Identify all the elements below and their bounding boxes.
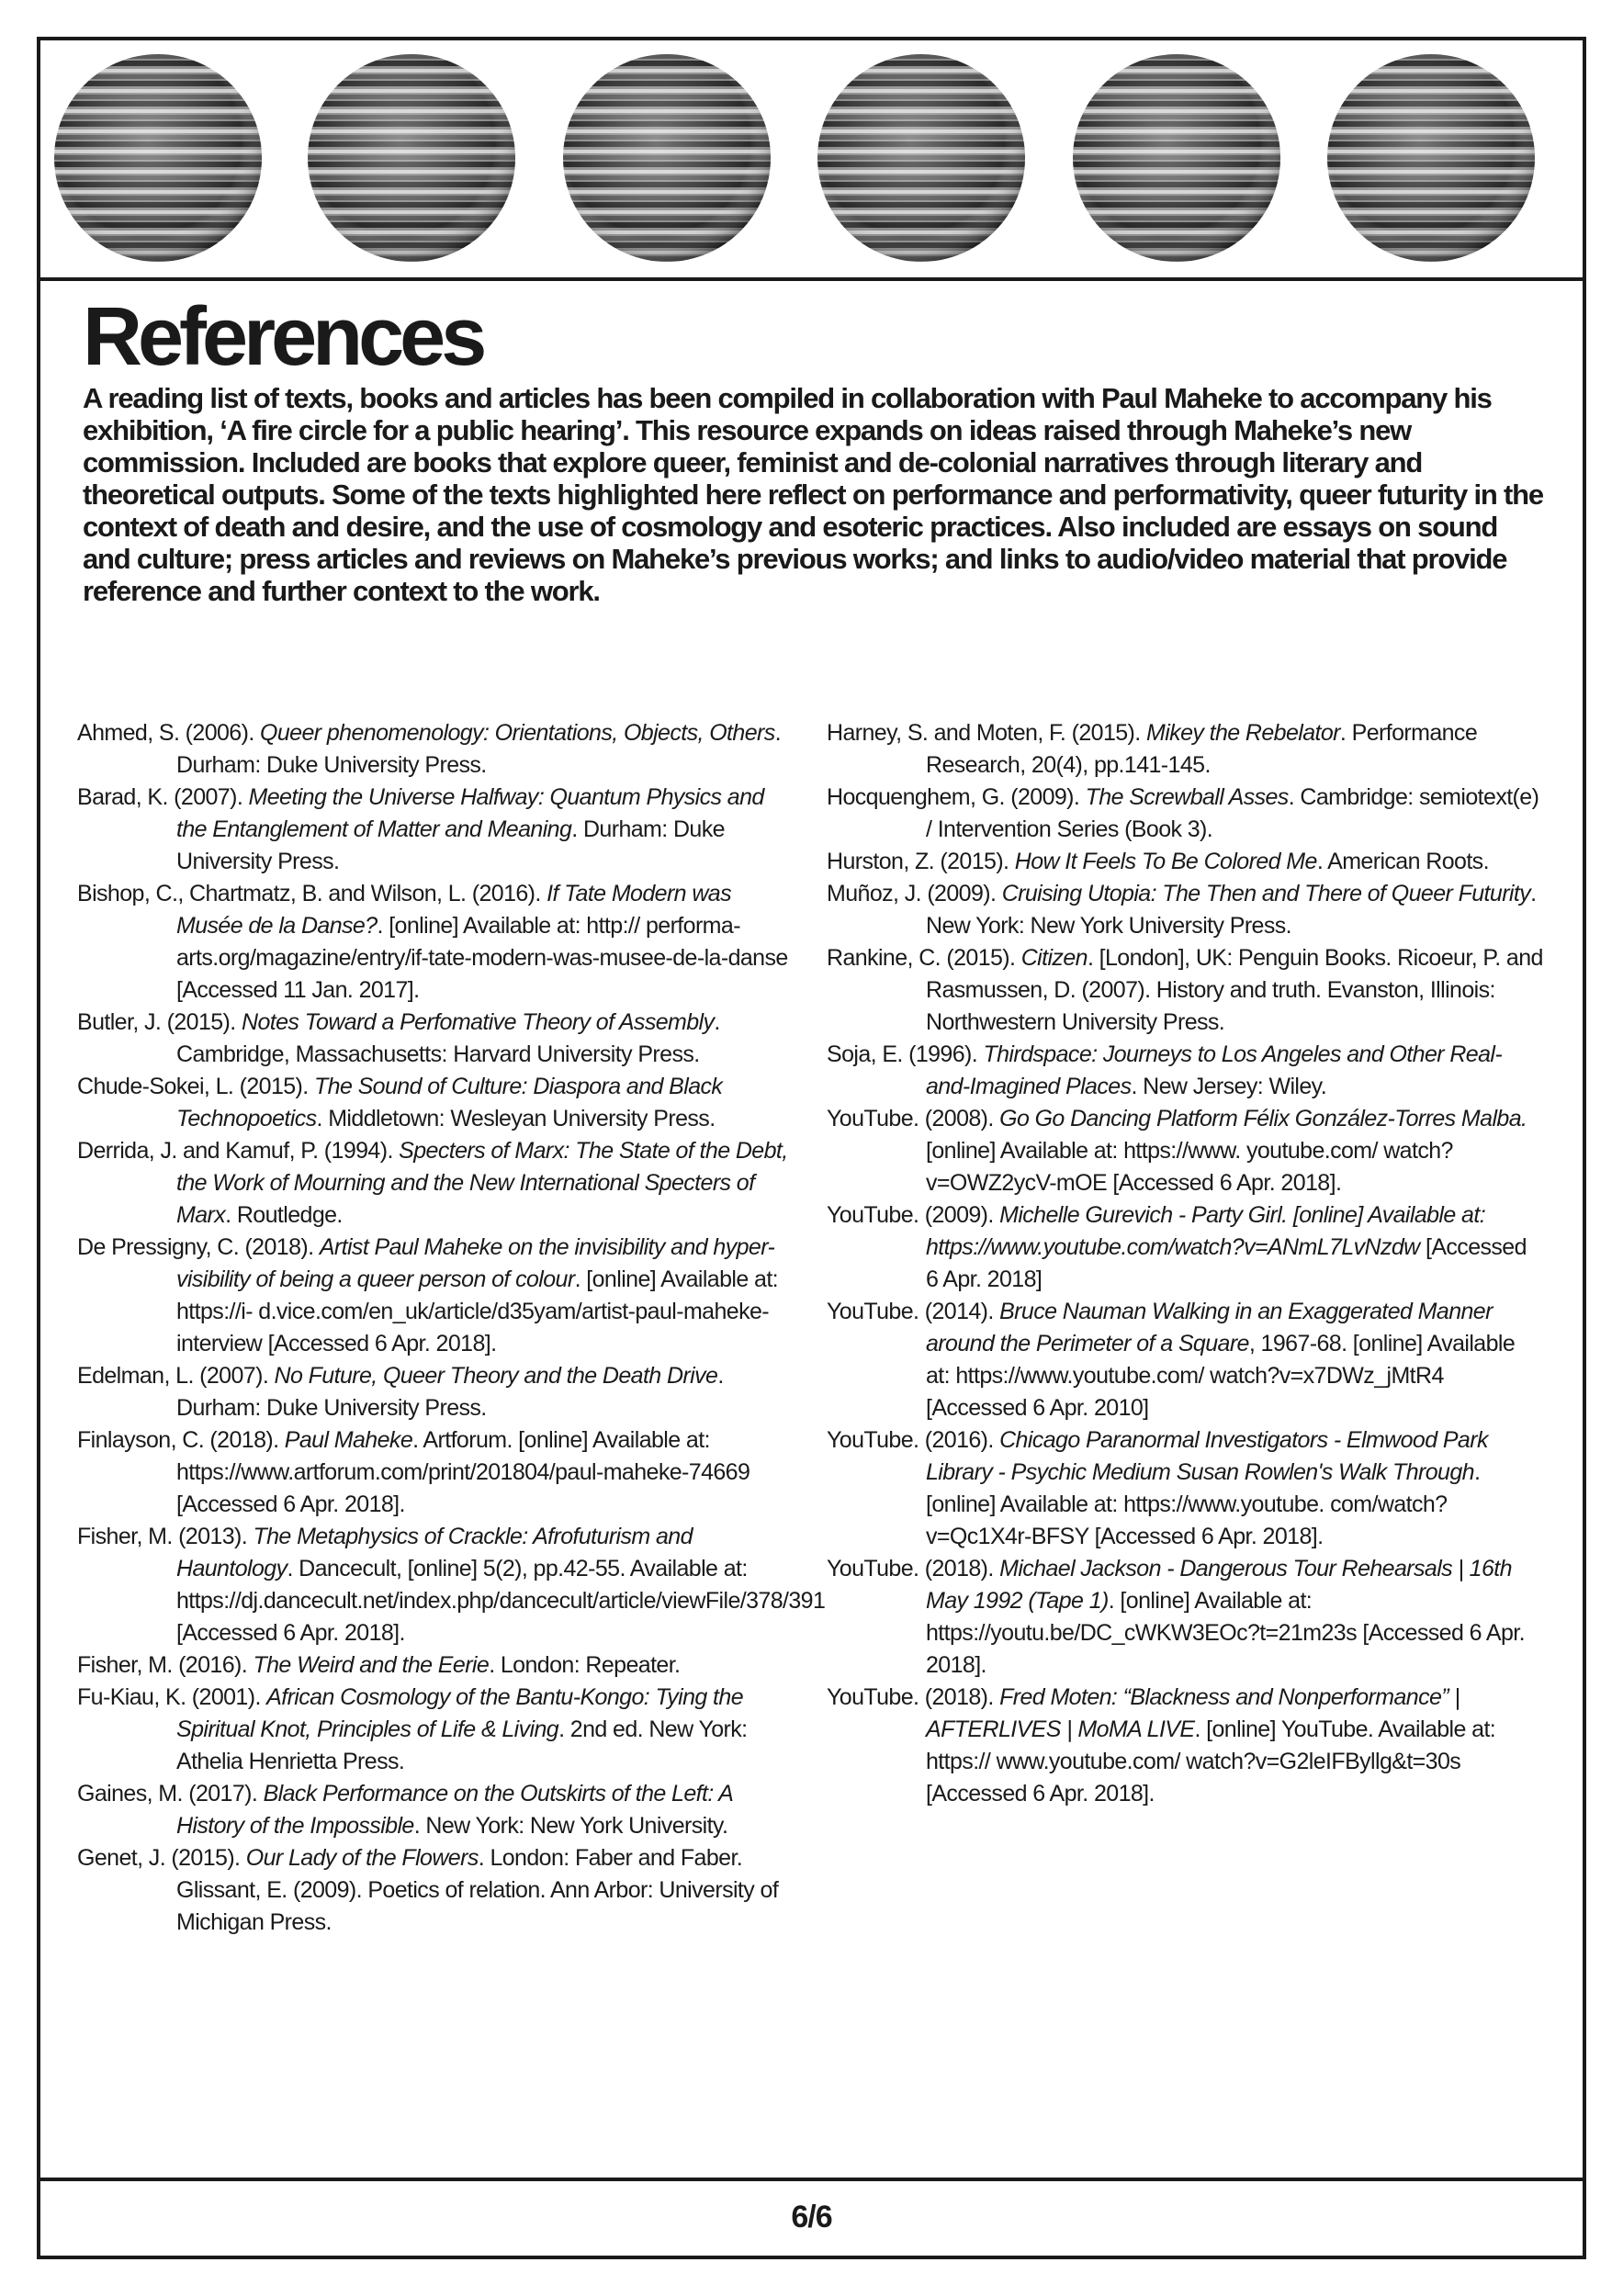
references-left-column bbox=[77, 717, 826, 1939]
reference-title: Black Performance on the Outskirts of the Left: A History of the Impossible bbox=[176, 1781, 733, 1839]
reference-title: The Weird and the Eerie bbox=[253, 1652, 490, 1678]
reference-pre: Edelman, L. (2007). bbox=[77, 1363, 275, 1389]
reference-post: . New York: New York University Press. bbox=[926, 881, 1537, 939]
reference-entry bbox=[827, 1424, 1543, 1553]
reference-entry bbox=[827, 1103, 1543, 1199]
reference-post: . London: Faber and Faber. Glissant, E. (2009). Poetics of relation. Ann Arbor: University of Michigan Press. bbox=[176, 1845, 779, 1935]
reference-title: Our Lady of the Flowers bbox=[245, 1845, 479, 1871]
references-right-column bbox=[827, 717, 1543, 1810]
reference-entry bbox=[77, 717, 794, 782]
reference-entry bbox=[77, 1360, 794, 1424]
reference-title: Meeting the Universe Halfway: Quantum Physics and the Entanglement of Matter and Meaning bbox=[176, 784, 764, 842]
reference-entry bbox=[827, 878, 1543, 942]
reference-pre: Fisher, M. (2016). bbox=[77, 1652, 254, 1678]
reference-post: . Durham: Duke University Press. bbox=[176, 1363, 724, 1421]
reference-post: . Cambridge, Massachusetts: Harvard University Press. bbox=[176, 1009, 720, 1067]
page-number: 6/6 bbox=[791, 2200, 832, 2234]
planet-icon bbox=[817, 54, 1025, 262]
reference-title: The Screwball Asses bbox=[1085, 784, 1289, 810]
reference-pre: Butler, J. (2015). bbox=[77, 1009, 242, 1035]
reference-post: . [London], UK: Penguin Books. Ricoeur, P. and Rasmussen, D. (2007). History and truth. Evanston, Illinois: Northwestern University Press. bbox=[926, 945, 1543, 1035]
planet-icon bbox=[54, 54, 262, 262]
reference-title: African Cosmology of the Bantu-Kongo: Tying the Spiritual Knot, Principles of Life & Living bbox=[176, 1684, 744, 1742]
reference-entry bbox=[827, 846, 1543, 878]
reference-entry bbox=[827, 942, 1543, 1039]
reference-pre: Hurston, Z. (2015). bbox=[827, 849, 1015, 874]
reference-entry bbox=[77, 782, 794, 878]
reference-pre: Bishop, C., Chartmatz, B. and Wilson, L. (2016). bbox=[77, 881, 547, 906]
reference-pre: YouTube. (2008). bbox=[827, 1106, 1000, 1131]
reference-entry bbox=[77, 1842, 794, 1939]
reference-entry bbox=[77, 1778, 794, 1842]
reference-post: . [online] Available at: http:// performa-arts.org/magazine/entry/if-tate-modern-was-musee-de-la-danse [Accessed 11 Jan. 2017]. bbox=[176, 913, 788, 1003]
reference-entry bbox=[77, 1007, 794, 1071]
page-footer bbox=[40, 2178, 1583, 2256]
reference-entry bbox=[827, 717, 1543, 782]
reference-post: [online] Available at: https://www. youtube.com/ watch?v=OWZ2ycV-mOE [Accessed 6 Apr. 2018]. bbox=[926, 1138, 1453, 1196]
reference-post: . London: Repeater. bbox=[489, 1652, 681, 1678]
reference-post: . [online] Available at: https://i- d.vice.com/en_uk/article/d35yam/artist-paul-maheke-interview [Accessed 6 Apr. 2018]. bbox=[176, 1266, 779, 1356]
reference-post: . Artforum. [online] Available at: https://www.artforum.com/print/201804/paul-maheke-74669 [Accessed 6 Apr. 2018]. bbox=[176, 1427, 750, 1517]
reference-post: . [online] Available at: https://www.youtube. com/watch?v=Qc1X4r-BFSY [Accessed 6 Apr. 2018]. bbox=[926, 1459, 1481, 1549]
reference-post: . American Roots. bbox=[1316, 849, 1489, 874]
reference-pre: Fisher, M. (2013). bbox=[77, 1524, 254, 1549]
reference-title: No Future, Queer Theory and the Death Drive bbox=[274, 1363, 718, 1389]
intro-paragraph: A reading list of texts, books and articles has been compiled in collaboration with Paul Maheke to accompany his exhibition, ‘A fire circle for a public hearing’. This resource expands on ideas raised through Maheke’s new commission. Included are books that explore queer, feminist and de-colonial narratives through literary and theoretical outputs. Some of the texts highlighted here reflect on performance and performativity, queer futurity in the context of death and desire, and the use of cosmology and esoteric practices. Also included are essays on sound and culture; press articles and reviews on Maheke’s previous works; and links to audio/video material that provide reference and further context to the work. bbox=[83, 382, 1543, 607]
reference-entry bbox=[77, 1424, 794, 1521]
reference-title: Fred Moten: “Blackness and Nonperformance” | AFTERLIVES | MoMA LIVE bbox=[926, 1684, 1460, 1742]
reference-title: Notes Toward a Perfomative Theory of Assembly bbox=[241, 1009, 715, 1035]
reference-entry bbox=[827, 782, 1543, 846]
reference-title: How It Feels To Be Colored Me bbox=[1014, 849, 1317, 874]
reference-pre: YouTube. (2009). bbox=[827, 1202, 1000, 1228]
reference-post: . 2nd ed. New York: Athelia Henrietta Press. bbox=[176, 1716, 748, 1774]
reference-post: . Durham: Duke University Press. bbox=[176, 816, 725, 874]
reference-entry bbox=[77, 878, 794, 1007]
reference-post: . New York: New York University. bbox=[413, 1813, 728, 1839]
reference-entry bbox=[77, 1682, 794, 1778]
planet-icon bbox=[563, 54, 771, 262]
reference-entry bbox=[77, 1071, 794, 1135]
reference-post: . [online] YouTube. Available at: https:// www.youtube.com/ watch?v=G2leIFByllg&t=30s [Accessed 6 Apr. 2018]. bbox=[926, 1716, 1496, 1806]
reference-title: Mikey the Rebelator bbox=[1145, 720, 1340, 746]
reference-title: Go Go Dancing Platform Félix González-Torres Malba. bbox=[999, 1106, 1527, 1131]
reference-pre: Chude-Sokei, L. (2015). bbox=[77, 1074, 314, 1099]
reference-entry bbox=[77, 1649, 794, 1682]
reference-title: Bruce Nauman Walking in an Exaggerated Manner around the Perimeter of a Square bbox=[926, 1299, 1493, 1356]
page-frame bbox=[37, 37, 1586, 2259]
reference-post: . Middletown: Wesleyan University Press. bbox=[316, 1106, 716, 1131]
reference-pre: Ahmed, S. (2006). bbox=[77, 720, 261, 746]
reference-pre: YouTube. (2018). bbox=[827, 1684, 1000, 1710]
reference-title: The Sound of Culture: Diaspora and Black Technopoetics bbox=[176, 1074, 723, 1131]
reference-entry bbox=[827, 1682, 1543, 1810]
page-title: References bbox=[83, 291, 483, 383]
reference-post: . [online] Available at: https://youtu.be/DC_cWKW3EOc?t=21m23s [Accessed 6 Apr. 2018]. bbox=[926, 1588, 1525, 1678]
reference-title: Chicago Paranormal Investigators - Elmwood Park Library - Psychic Medium Susan Rowlen's Walk Through bbox=[926, 1427, 1488, 1485]
reference-title: Specters of Marx: The State of the Debt, the Work of Mourning and the New International Specters of Marx bbox=[176, 1138, 788, 1228]
reference-pre: Muñoz, J. (2009). bbox=[827, 881, 1002, 906]
reference-title: Paul Maheke bbox=[284, 1427, 413, 1453]
reference-entry bbox=[77, 1135, 794, 1232]
reference-title: Artist Paul Maheke on the invisibility and hyper-visibility of being a queer person of colour bbox=[176, 1234, 775, 1292]
reference-pre: Gaines, M. (2017). bbox=[77, 1781, 264, 1806]
reference-post: . Cambridge: semiotext(e) / Intervention Series (Book 3). bbox=[926, 784, 1539, 842]
reference-post: . Dancecult, [online] 5(2), pp.42-55. Available at: https://dj.dancecult.net/index.php/dancecult/article/viewFile/378/391 [Accessed 6 Apr. 2018]. bbox=[176, 1556, 826, 1646]
planet-icon bbox=[1327, 54, 1535, 262]
reference-entry bbox=[77, 1521, 826, 1649]
reference-post: . Durham: Duke University Press. bbox=[176, 720, 781, 778]
reference-entry bbox=[827, 1039, 1543, 1103]
reference-pre: Barad, K. (2007). bbox=[77, 784, 249, 810]
reference-pre: YouTube. (2018). bbox=[827, 1556, 1000, 1581]
reference-title: Michael Jackson - Dangerous Tour Rehearsals | 16th May 1992 (Tape 1) bbox=[926, 1556, 1512, 1614]
reference-title: Cruising Utopia: The Then and There of Queer Futurity bbox=[1001, 881, 1531, 906]
reference-pre: De Pressigny, C. (2018). bbox=[77, 1234, 320, 1260]
reference-title: The Metaphysics of Crackle: Afrofuturism and Hauntology bbox=[176, 1524, 693, 1581]
reference-pre: Derrida, J. and Kamuf, P. (1994). bbox=[77, 1138, 400, 1164]
reference-post: . Performance Research, 20(4), pp.141-145. bbox=[926, 720, 1478, 778]
reference-entry bbox=[827, 1199, 1543, 1296]
reference-pre: Soja, E. (1996). bbox=[827, 1041, 984, 1067]
planet-icon bbox=[1073, 54, 1280, 262]
reference-title: Thirdspace: Journeys to Los Angeles and Other Real- and-Imagined Places bbox=[926, 1041, 1503, 1099]
reference-title: Queer phenomenology: Orientations, Objects, Others bbox=[260, 720, 775, 746]
reference-pre: Harney, S. and Moten, F. (2015). bbox=[827, 720, 1146, 746]
reference-pre: Hocquenghem, G. (2009). bbox=[827, 784, 1086, 810]
reference-post: . Routledge. bbox=[225, 1202, 343, 1228]
reference-pre: Fu-Kiau, K. (2001). bbox=[77, 1684, 267, 1710]
planet-banner bbox=[40, 40, 1583, 281]
reference-pre: Finlayson, C. (2018). bbox=[77, 1427, 285, 1453]
reference-entry bbox=[77, 1232, 794, 1360]
reference-post: , 1967-68. [online] Available at: https://www.youtube.com/ watch?v=x7DWz_jMtR4 [Accessed 6 Apr. 2010] bbox=[926, 1331, 1516, 1421]
reference-entry bbox=[827, 1553, 1543, 1682]
reference-pre: Rankine, C. (2015). bbox=[827, 945, 1021, 971]
reference-post: . New Jersey: Wiley. bbox=[1131, 1074, 1327, 1099]
reference-pre: YouTube. (2014). bbox=[827, 1299, 1000, 1324]
reference-pre: YouTube. (2016). bbox=[827, 1427, 1000, 1453]
planet-banner-art bbox=[40, 40, 1583, 277]
planet-icon bbox=[308, 54, 515, 262]
reference-title: Citizen bbox=[1020, 945, 1088, 971]
reference-title: Michelle Gurevich - Party Girl. [online] Available at: https://www.youtube.com/watch?v=ANmL7LvNzdw bbox=[926, 1202, 1486, 1260]
reference-entry bbox=[827, 1296, 1543, 1424]
reference-pre: Genet, J. (2015). bbox=[77, 1845, 246, 1871]
reference-title: If Tate Modern was Musée de la Danse? bbox=[176, 881, 731, 939]
reference-post: [Accessed 6 Apr. 2018] bbox=[926, 1234, 1527, 1292]
